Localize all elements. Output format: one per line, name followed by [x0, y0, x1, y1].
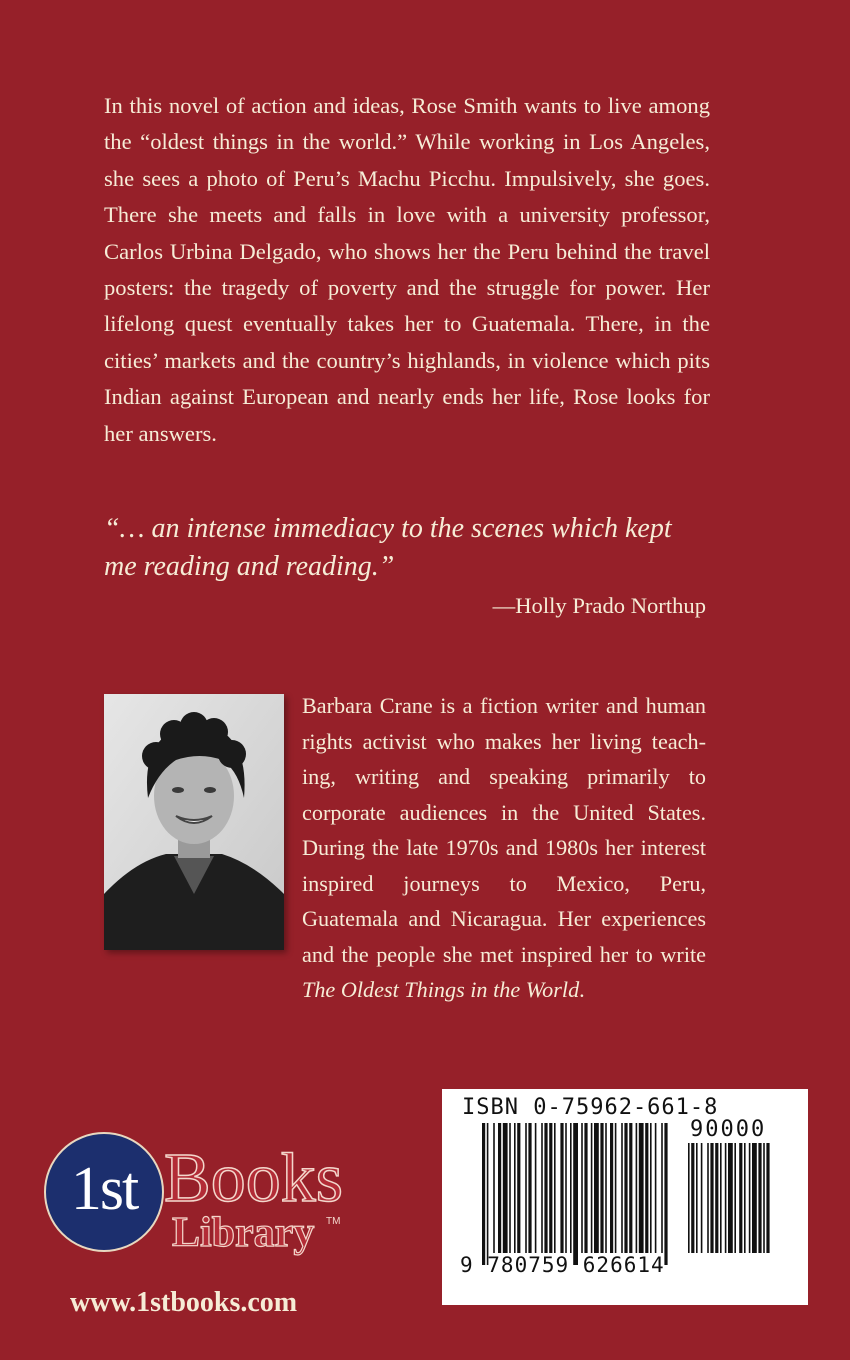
barcode-bar [581, 1123, 583, 1253]
addon-bar [752, 1143, 757, 1253]
barcode-bar [487, 1123, 489, 1265]
barcode-bar [615, 1123, 617, 1253]
book-title: The Oldest Things in the World [302, 977, 580, 1002]
barcode-bar [525, 1123, 527, 1253]
publisher-logo [40, 1130, 420, 1330]
logo-circle [44, 1132, 164, 1252]
barcode-bar [573, 1123, 578, 1265]
addon-bar [691, 1143, 694, 1253]
barcode-bar [503, 1123, 508, 1253]
barcode-bar [650, 1123, 652, 1253]
barcode-bar [498, 1123, 501, 1253]
barcode-bar [560, 1123, 563, 1253]
publisher-url: www.1stbooks.com [70, 1287, 298, 1318]
barcode-bar [600, 1123, 603, 1253]
barcode-bar [517, 1123, 520, 1253]
barcode-bar [594, 1123, 599, 1253]
barcode-bar [664, 1123, 667, 1265]
logo-number: 1st [70, 1154, 138, 1223]
barcode-bar [565, 1123, 567, 1253]
barcode-bar [549, 1123, 552, 1253]
barcode-bar [482, 1123, 485, 1265]
barcode-bar [535, 1123, 537, 1253]
barcode-bar [554, 1123, 556, 1253]
addon-bar [720, 1143, 722, 1253]
barcode-bar [541, 1123, 543, 1253]
logo-library-word: Library [172, 1210, 315, 1256]
addon-bar [725, 1143, 727, 1253]
barcode-bar [621, 1123, 623, 1253]
addon-bar [701, 1143, 703, 1253]
barcode-bar [661, 1123, 663, 1253]
author-bio [104, 688, 706, 1008]
barcode-bar [493, 1123, 495, 1253]
barcode-bar [509, 1123, 511, 1253]
addon-bar [758, 1143, 761, 1253]
addon-bar [707, 1143, 709, 1253]
author-bio-text: Barbara Crane is a fiction writer and human rights activist who makes her living teach-ing, writing and speaking primarily to corporate audiences in the United States. During the late 1970s and 1980s her interest inspired journeys to Mexico, Peru, Guatemala and Nicaragua. Her experiences and the people she met inspired her to write [302, 693, 706, 967]
addon-bar [744, 1143, 746, 1253]
logo-books-word: Books [164, 1140, 343, 1217]
barcode-bar [528, 1123, 531, 1253]
barcode-bar [655, 1123, 657, 1253]
barcode-bar [645, 1123, 648, 1253]
review-quote: “… an intense immediacy to the scenes which kept me reading and reading.” [104, 513, 672, 582]
barcode-bar [605, 1123, 607, 1253]
addon-bar [749, 1143, 751, 1253]
barcode-bar [544, 1123, 547, 1253]
addon-bar [715, 1143, 718, 1253]
barcode-bar [570, 1123, 572, 1253]
barcode-bar [629, 1123, 632, 1253]
barcode-bar [514, 1123, 516, 1253]
barcode-bar [591, 1123, 593, 1253]
author-bio-end: . [579, 977, 585, 1002]
barcode-bar [639, 1123, 644, 1253]
barcode-bar [610, 1123, 613, 1253]
barcode-bar [584, 1123, 587, 1253]
isbn-label: ISBN 0-75962-661-8 [462, 1095, 719, 1120]
book-description: In this novel of action and ideas, Rose Smith wants to live among the “oldest things in the world.” While working in Los Angeles, she sees a photo of Peru’s Machu Picchu. Impulsively, she goes. There she meets and falls in love with a university professor, Carlos Urbina Delgado, who shows her the Peru behind the travel posters: the tragedy of poverty and the struggle for power. Her lifelong quest eventually takes her to Guatemala. There, in the cities’ markets and the country’s highlands, in violence which pits Indian against European and nearly ends her life, Rose looks for her answers. [104, 93, 710, 446]
addon-bar [688, 1143, 690, 1253]
addon-bar [696, 1143, 698, 1253]
price-addon-code: 90000 [690, 1117, 767, 1142]
addon-bar [734, 1143, 736, 1253]
addon-bar [766, 1143, 769, 1253]
trademark-mark: TM [326, 1216, 341, 1227]
barcode-bar [636, 1123, 638, 1253]
ean-digits: 9 780759 626614 [460, 1253, 665, 1277]
isbn-barcode [442, 1089, 808, 1305]
addon-bar [739, 1143, 742, 1253]
addon-bar [728, 1143, 733, 1253]
barcode-bar [624, 1123, 627, 1253]
addon-bar [763, 1143, 765, 1253]
addon-bar [710, 1143, 713, 1253]
review-attribution: —Holly Prado Northup [492, 593, 706, 618]
